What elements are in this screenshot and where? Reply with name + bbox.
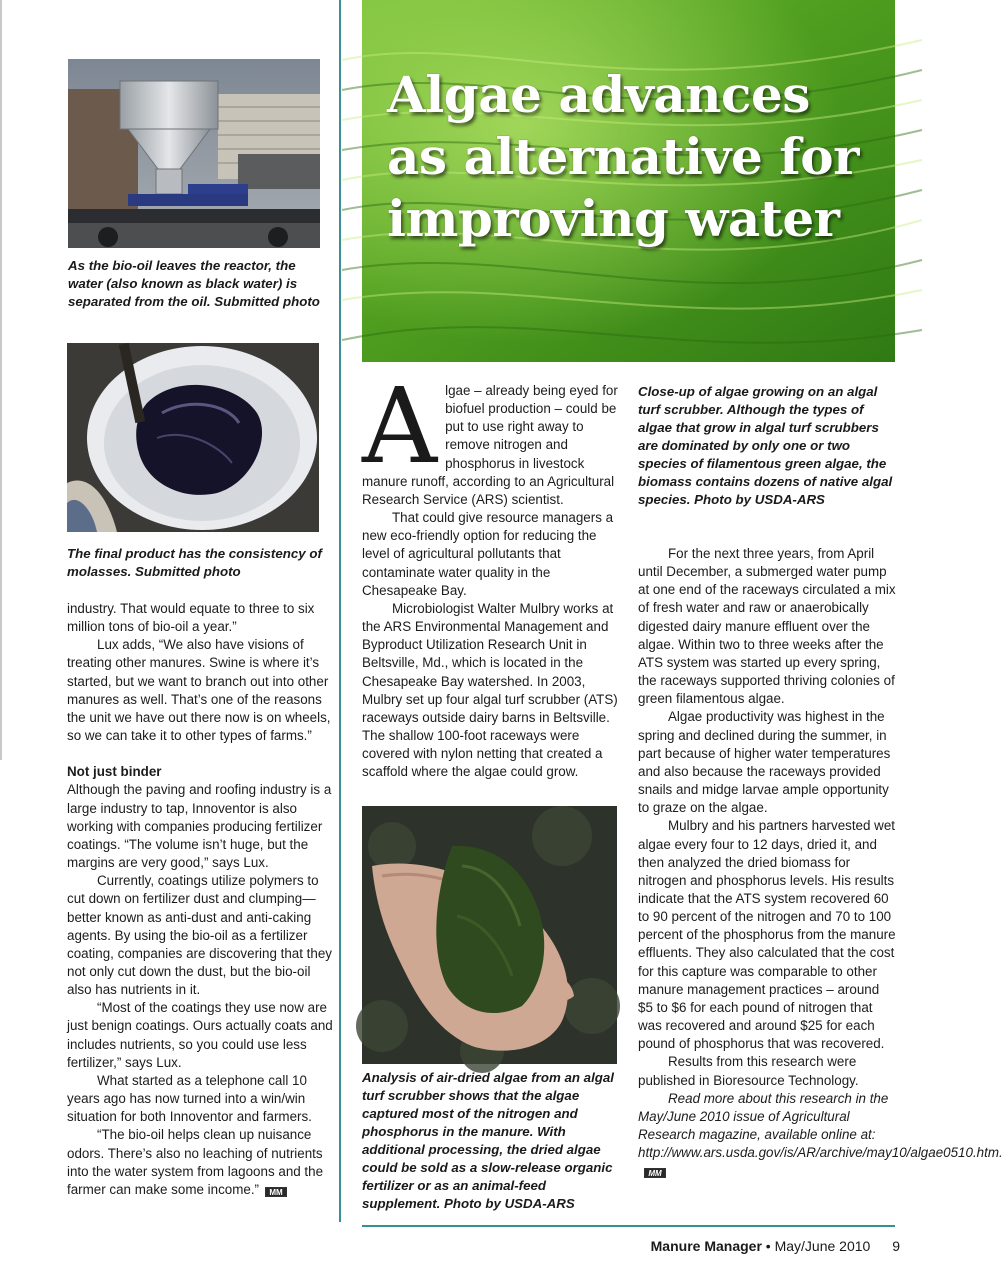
left-paragraph-7: [67, 1126, 333, 1199]
left-paragraph-7-text: “The bio-oil helps clean up nuisance odors. There’s also no leaching of nutrients into the water system from lagoons and the farmer can make some income.”: [67, 1127, 324, 1197]
middle-paragraph-1-text: lgae – already being eyed for biofuel production – could be put to use right away to remove nitrogen and phosphorus in livestock manure runoff, according to an Agricultural Research Service (ARS) scientist.: [362, 383, 618, 507]
right-paragraph-1: For the next three years, from April until December, a submerged water pump at one end of the raceways circulated a mix of fresh water and raw or anaerobically digested dairy manure effluent over the algae. Within two to three weeks after the ATS system was started up every spring, the raceways supported thriving colonies of green filamentous algae.: [638, 546, 896, 707]
mm-end-mark-icon: MM: [265, 1187, 287, 1197]
headline-line-3: improving water: [387, 189, 840, 248]
right-paragraph-5-text: Read more about this research in the May/June 2010 issue of Agricultural Research magazine, available online at: http://www.ars.usda.gov/is/AR/archive/may10/algae0510.htm.: [638, 1090, 1003, 1161]
page-number: 9: [892, 1238, 900, 1254]
left-paragraph-4: Currently, coatings utilize polymers to cut down on fertilizer dust and clumping—better known as anti-dust and anti-caking agents. By using the bio-oil as a fertilizer coating, companies are discovering that they not only cut down the dust, but the bio-oil also has nutrients in it.: [67, 873, 332, 998]
section-subhead: Not just binder: [67, 764, 162, 780]
column-divider-vertical: [339, 0, 341, 1222]
right-paragraph-3: Mulbry and his partners harvested wet algae every four to 12 days, dried it, and then analyzed the dried biomass for nitrogen and phosphorus levels. His results indicate that the ATS system recovered 60 to 90 percent of the nitrogen and 70 to 100 percent of the phosphorus from the manure effluents. They also calculated that the cost for this capture was comparable to other manure management practices – around $5 to $6 for each pound of nitrogen that was recovered and around $25 for each pound of phosphorus that was recovered.: [638, 818, 896, 1052]
right-paragraph-5: [638, 1090, 1003, 1181]
left-paragraph-6: What started as a telephone call 10 years ago has now turned into a win/win situation for both Innoventor and farmers.: [67, 1072, 312, 1125]
middle-paragraph-2: That could give resource managers a new eco-friendly option for reducing the level of agricultural pollutants that contaminate water quality in the Chesapeake Bay.: [362, 510, 614, 598]
footer-bullet: •: [765, 1238, 771, 1254]
dried-algae-photo: [362, 806, 617, 1064]
magazine-name: Manure Manager: [650, 1238, 762, 1254]
headline-line-1: Algae advances: [387, 65, 810, 124]
left-paragraph-5: “Most of the coatings they use now are just benign coatings. Ours actually coats and includes nutrients, so you could use less fertilizer,” says Lux.: [67, 1000, 333, 1070]
headline-line-2: as alternative for: [387, 127, 859, 186]
issue-date: May/June 2010: [774, 1238, 871, 1254]
article-headline: [387, 64, 887, 250]
reactor-photo: [68, 59, 320, 248]
closeup-photo-caption: Close-up of algae growing on an algal turf scrubber. Although the types of algae that grow in algal turf scrubbers are dominated by only one or two species of filamentous green algae, the biomass contains dozens of native algal species. Photo by USDA-ARS: [638, 384, 893, 507]
page-edge-line: [0, 0, 2, 760]
reactor-photo-caption: As the bio-oil leaves the reactor, the water (also known as black water) is separated from the oil. Submitted photo: [68, 258, 320, 309]
molasses-photo-caption: The final product has the consistency of molasses. Submitted photo: [67, 546, 322, 579]
left-paragraph-2: Lux adds, “We also have visions of treating other manures. Swine is where it’s started, but we want to branch out into other manures as well. That’s one of the reasons the unit we have out there now is on wheels, so we can take it to other types of farms.”: [67, 637, 331, 744]
page-footer: [540, 1238, 900, 1254]
left-paragraph-3: Although the paving and roofing industry is a large industry to tap, Innoventor is also working with companies producing fertilizer coatings. “The volume isn’t huge, but the margins are very good,” says Lux.: [67, 782, 332, 871]
middle-paragraph-3: Microbiologist Walter Mulbry works at the ARS Environmental Management and Byproduct Utilization Research Unit in Beltsville, Md., which is located in the Chesapeake Bay watershed. In 2003, Mulbry set up four algal turf scrubber (ATS) raceways outside dairy barns in Beltsville. The shallow 100-foot raceways were covered with nylon netting that created a scaffold where the algae could grow.: [362, 600, 618, 780]
left-paragraph-1: industry. That would equate to three to six million tons of bio-oil a year.”: [67, 601, 315, 635]
molasses-photo: [67, 343, 319, 532]
drop-cap: A: [362, 365, 438, 487]
right-column-text: [638, 545, 1003, 1180]
right-paragraph-4: Results from this research were published in Bioresource Technology.: [638, 1054, 859, 1088]
middle-column-text: [362, 365, 620, 781]
mm-end-mark-icon: MM: [644, 1168, 666, 1178]
middle-paragraph-1: [362, 365, 620, 509]
dried-algae-photo-caption: Analysis of air-dried algae from an algal turf scrubber shows that the algae captured most of the nitrogen and phosphorus in the manure. With additional processing, the dried algae could be sold as a slow-release organic fertilizer or as an animal-feed supplement. Photo by USDA-ARS: [362, 1070, 614, 1211]
left-column-text: [67, 600, 333, 1199]
right-paragraph-2: Algae productivity was highest in the spring and declined during the summer, in part because of higher water temperatures and also because the raceways provided snails and midge larvae ample opportunity to graze on the algae.: [638, 709, 891, 816]
footer-rule: [362, 1225, 895, 1227]
